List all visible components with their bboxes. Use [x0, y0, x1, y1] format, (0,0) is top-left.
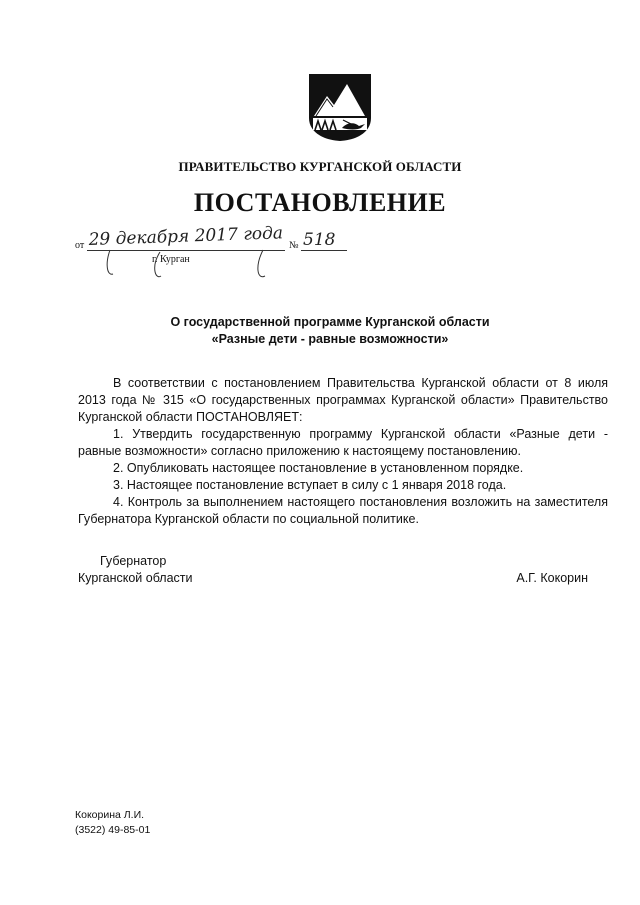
date-prefix: от: [75, 240, 85, 251]
position-line-1: Губернатор: [100, 554, 167, 568]
subject-line-1: О государственной программе Курганской области: [170, 315, 490, 329]
number-underline: [301, 250, 347, 251]
date-number-line: [75, 223, 355, 282]
government-name: ПРАВИТЕЛЬСТВО КУРГАНСКОЙ ОБЛАСТИ: [178, 159, 462, 174]
item-2-paragraph: 2. Опубликовать настоящее постановление в установленном порядке.: [113, 461, 524, 475]
handwriting-loops: [95, 242, 275, 282]
document-body: [78, 375, 608, 528]
subject-line-2: «Разные дети - равные возможности»: [211, 332, 449, 346]
item-3-paragraph: 3. Настоящее постановление вступает в силу с 1 января 2018 года.: [113, 478, 507, 492]
contact-name: Кокорина Л.И.: [75, 809, 145, 821]
handwritten-date: 29 декабря 2017 года: [88, 223, 284, 250]
place-label: г. Курган: [152, 254, 190, 265]
contact-phone: (3522) 49-85-01: [75, 824, 151, 836]
number-label: №: [289, 240, 299, 251]
item-1-paragraph: 1. Утвердить государственную программу Курганской области «Разные дети - равные возможности» согласно приложению к настоящему постановлению.: [78, 427, 608, 458]
document-type-title: ПОСТАНОВЛЕНИЕ: [193, 188, 447, 217]
position-line-2: Курганской области: [78, 571, 193, 585]
handwritten-number: 518: [303, 230, 336, 250]
signatory-name: А.Г. Кокорин: [516, 571, 588, 585]
coat-of-arms-emblem: [307, 72, 373, 142]
signatory-position: [78, 553, 193, 587]
intro-paragraph: В соответствии с постановлением Правительства Курганской области от 8 июля 2013 года № 315 «О государственных программах Курганской области» Правительство Курганской области ПОСТАНОВЛЯЕТ:: [78, 376, 608, 424]
item-4-paragraph: 4. Контроль за выполнением настоящего постановления возложить на заместителя Губернатора Курганской области по социальной политике.: [78, 495, 608, 526]
contact-block: [75, 808, 150, 838]
